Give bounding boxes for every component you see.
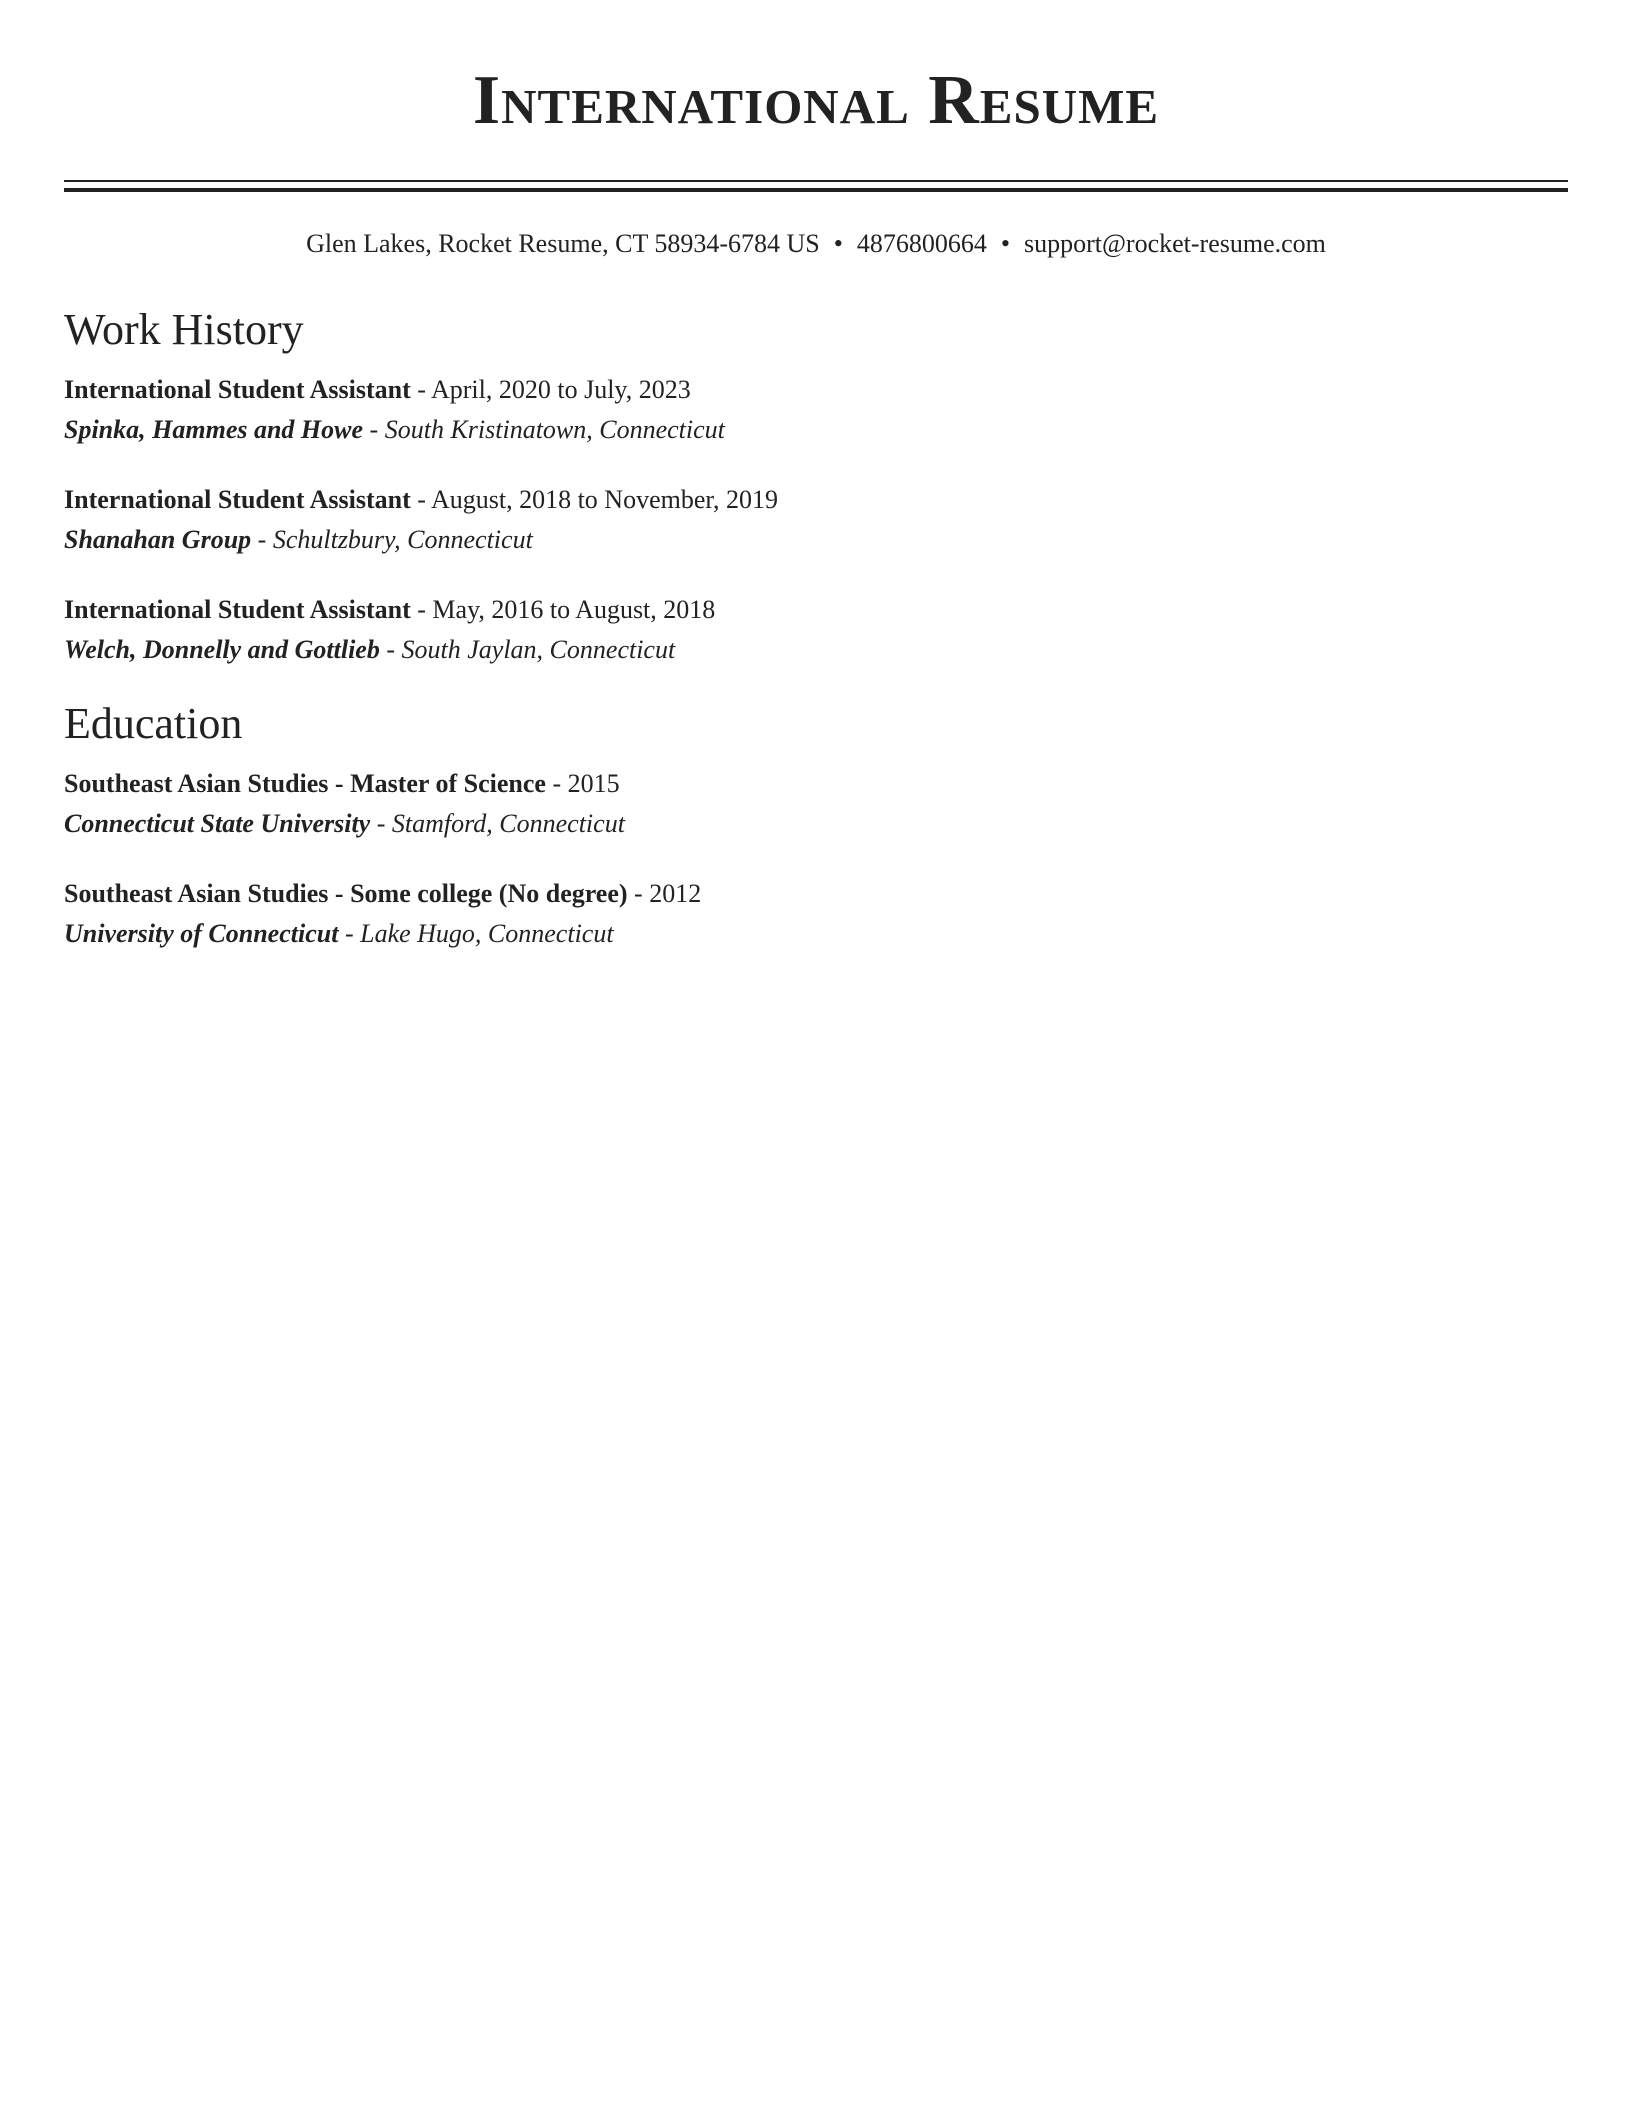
education-entry bbox=[64, 874, 1568, 954]
resume-title: International Resume bbox=[472, 62, 1160, 139]
job-role: International Student Assistant bbox=[64, 375, 411, 404]
job-company: Shanahan Group bbox=[64, 525, 252, 554]
dash: - bbox=[251, 525, 273, 554]
education-entry-school bbox=[64, 914, 1568, 954]
dash: - bbox=[410, 485, 431, 514]
job-company: Spinka, Hammes and Howe bbox=[64, 415, 364, 444]
title-rule-thick bbox=[64, 188, 1568, 192]
contact-separator: • bbox=[1000, 229, 1010, 258]
work-entry-header bbox=[64, 590, 1568, 630]
job-role: International Student Assistant bbox=[64, 595, 411, 624]
degree: Southeast Asian Studies - Some college (No degree) bbox=[64, 879, 628, 908]
education-entry-header bbox=[64, 764, 1568, 804]
contact-line bbox=[64, 226, 1568, 262]
job-dates: April, 2020 to July, 2023 bbox=[430, 375, 691, 404]
education-entry-header bbox=[64, 874, 1568, 914]
contact-separator: • bbox=[833, 229, 843, 258]
job-role: International Student Assistant bbox=[64, 485, 411, 514]
dash: - bbox=[410, 375, 431, 404]
work-entry-employer bbox=[64, 410, 1568, 450]
work-entry-employer bbox=[64, 630, 1568, 670]
title-rule-thin bbox=[64, 180, 1568, 182]
dash: - bbox=[545, 769, 568, 798]
contact-phone: 4876800664 bbox=[856, 229, 987, 258]
degree: Southeast Asian Studies - Master of Science bbox=[64, 769, 546, 798]
work-entry bbox=[64, 370, 1568, 450]
graduation-year: 2015 bbox=[567, 769, 620, 798]
school-location: Stamford, Connecticut bbox=[391, 809, 625, 838]
job-location: Schultzbury, Connecticut bbox=[272, 525, 533, 554]
work-history-heading: Work History bbox=[64, 305, 304, 354]
graduation-year: 2012 bbox=[649, 879, 702, 908]
education-entry-school bbox=[64, 804, 1568, 844]
work-entry-employer bbox=[64, 520, 1568, 560]
dash: - bbox=[379, 635, 402, 664]
job-dates: May, 2016 to August, 2018 bbox=[432, 595, 716, 624]
education-entry bbox=[64, 764, 1568, 844]
school-location: Lake Hugo, Connecticut bbox=[360, 919, 614, 948]
job-location: South Jaylan, Connecticut bbox=[401, 635, 676, 664]
dash: - bbox=[410, 595, 433, 624]
dash: - bbox=[370, 809, 392, 838]
contact-address: Glen Lakes, Rocket Resume, CT 58934-6784 US bbox=[306, 229, 820, 258]
job-location: South Kristinatown, Connecticut bbox=[384, 415, 725, 444]
work-entry bbox=[64, 480, 1568, 560]
education-heading: Education bbox=[64, 699, 243, 748]
dash: - bbox=[338, 919, 361, 948]
dash: - bbox=[627, 879, 650, 908]
work-entry bbox=[64, 590, 1568, 670]
school-name: Connecticut State University bbox=[64, 809, 371, 838]
job-company: Welch, Donnelly and Gottlieb bbox=[64, 635, 380, 664]
contact-email: support@rocket-resume.com bbox=[1023, 229, 1326, 258]
school-name: University of Connecticut bbox=[64, 919, 339, 948]
work-entry-header bbox=[64, 370, 1568, 410]
dash: - bbox=[363, 415, 385, 444]
work-entry-header bbox=[64, 480, 1568, 520]
job-dates: August, 2018 to November, 2019 bbox=[430, 485, 779, 514]
resume-page bbox=[64, 0, 1568, 954]
